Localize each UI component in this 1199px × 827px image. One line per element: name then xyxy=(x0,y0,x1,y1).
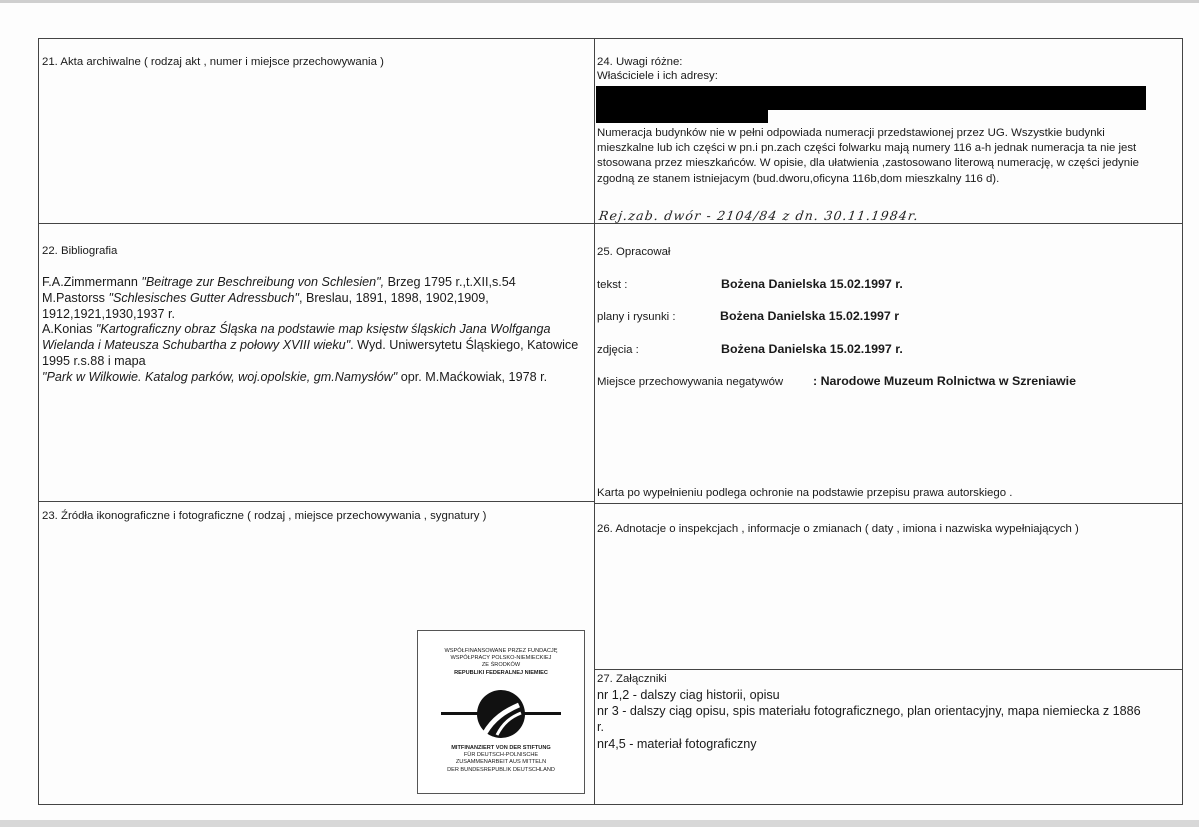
redaction-bar xyxy=(596,86,1146,110)
foundation-logo-icon xyxy=(441,689,561,739)
plans-author-label: plany i rysunki : xyxy=(597,311,676,323)
bibliography-entry: "Park w Wilkowie. Katalog parków, woj.opolskie, gm.Namysłów" opr. M.Maćkowiak, 1978 r. xyxy=(42,369,548,384)
bibliography-list xyxy=(42,275,592,386)
owners-label: Właściciele i ich adresy: xyxy=(597,70,718,82)
text-author-value: Bożena Danielska 15.02.1997 r. xyxy=(721,277,903,291)
bibliography-entry: M.Pastorss "Schlesisches Gutter Adressbuch", Breslau, 1891, 1898, 1902,1909, 1912,1921,1930,1937 r. xyxy=(42,290,489,321)
section-25-label: 25. Opracował xyxy=(597,246,671,258)
stamp-text-german: MITFINANZIERT VON DER STIFTUNG FÜR DEUTSCH-POLNISCHE ZUSAMMENARBEIT AUS MITTELN DER BUNDESREPUBLIK DEUTSCHLAND xyxy=(447,745,555,773)
handwritten-registry-note: Rej.zab. dwór - 2104/84 z dn. 30.11.1984r. xyxy=(597,208,921,223)
numbering-note: Numeracja budynków nie w pełni odpowiada numeracji przedstawionej przez UG. Wszystkie budynki mieszkalne lub ich części w pn.i pn.zach części folwarku mają numery 116 a-h jednak numeracja ta nie jest stosowana przez mieszkańców. W opisie, dla ułatwienia ,zastosowano literową numerację, w części jedynie zgodną ze stanem istniejacym (bud.dworu,oficyna 116b,dom mieszkalny 116 d). xyxy=(597,127,1139,185)
divider-26-27 xyxy=(594,669,1182,670)
photos-author-value: Bożena Danielska 15.02.1997 r. xyxy=(721,342,903,356)
bibliography-entry: F.A.Zimmermann "Beitrage zur Beschreibung von Schlesien", Brzeg 1795 r.,t.XII,s.54 xyxy=(42,275,516,289)
column-divider xyxy=(594,39,595,804)
attachments-list xyxy=(597,687,1142,752)
divider-22-23 xyxy=(39,501,594,502)
text-author-label: tekst : xyxy=(597,279,628,291)
plans-author-value: Bożena Danielska 15.02.1997 r xyxy=(720,309,900,323)
divider-21-22 xyxy=(39,223,594,224)
attachment-item: nr 1,2 - dalszy ciag historii, opisu xyxy=(597,688,780,702)
attachment-item: nr4,5 - materiał fotograficzny xyxy=(597,736,757,751)
scan-edge-top xyxy=(0,0,1199,3)
section-27-label: 27. Załączniki xyxy=(597,673,667,685)
copyright-notice: Karta po wypełnieniu podlega ochronie na podstawie przepisu prawa autorskiego . xyxy=(597,487,1013,499)
divider-24-25 xyxy=(594,223,1182,224)
stamp-text-polish: WSPÓŁFINANSOWANE PRZEZ FUNDACJĘ WSPÓŁPRACY POLSKO-NIEMIECKIEJ ZE ŚRODKÓW REPUBLIKI FEDERALNEJ NIEMIEC xyxy=(444,648,558,676)
record-card-form xyxy=(38,38,1183,805)
negatives-label: Miejsce przechowywania negatywów xyxy=(597,376,784,388)
attachment-item: nr 3 - dalszy ciąg opisu, spis materiału fotograficznego, plan orientacyjny, mapa niemiecka z 1886 r. xyxy=(597,704,1141,735)
section-22-label: 22. Bibliografia xyxy=(42,245,118,257)
section-26-label: 26. Adnotacje o inspekcjach , informacje o zmianach ( daty , imiona i nazwiska wypełniających ) xyxy=(597,523,1079,535)
bibliography-entry: A.Konias "Kartograficzny obraz Śląska na podstawie map księstw śląskich Jana Wolfganga Wielanda i Mateusza Schubartha z połowy XVIII wieku". Wyd. Uniwersytetu Śląskiego, Katowice 1995 r.s.88 i mapa xyxy=(42,322,579,368)
scan-edge-bottom xyxy=(0,820,1199,827)
foundation-stamp xyxy=(417,630,585,794)
section-24-label: 24. Uwagi różne: xyxy=(597,56,683,68)
redaction-bar xyxy=(596,110,768,123)
section-21-label: 21. Akta archiwalne ( rodzaj akt , numer i miejsce przechowywania ) xyxy=(42,56,384,68)
photos-author-label: zdjęcia : xyxy=(597,344,639,356)
section-23-label: 23. Źródła ikonograficzne i fotograficzne ( rodzaj , miejsce przechowywania , sygnatury ) xyxy=(42,510,487,522)
divider-25-26 xyxy=(594,503,1182,504)
negatives-value: : Narodowe Muzeum Rolnictwa w Szreniawie xyxy=(813,374,1076,388)
